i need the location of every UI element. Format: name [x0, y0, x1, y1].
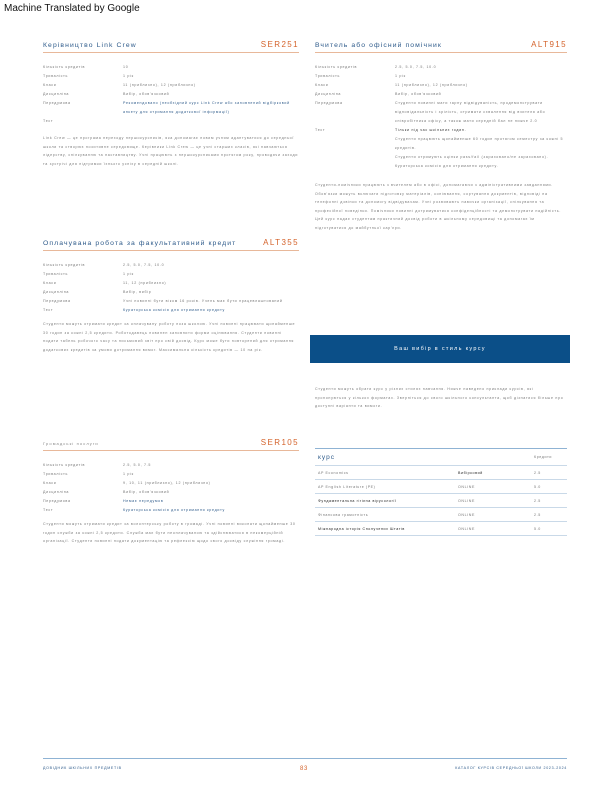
course-fields	[43, 261, 299, 315]
course-link-crew	[43, 40, 299, 168]
field-value: Тільки під час шкільних годин.	[395, 128, 467, 132]
course-field	[315, 63, 567, 72]
course-fields	[43, 63, 299, 126]
table-cell: 2.5	[534, 498, 541, 503]
table-row	[315, 480, 567, 494]
footer-right: КАТАЛОГ КУРСІВ СЕРЕДНЬОЇ ШКОЛИ 2023-2024	[455, 766, 567, 770]
course-title: Оплачувана робота за факультативний кредит	[43, 240, 237, 247]
course-fields	[315, 63, 567, 171]
field-value: 2.5, 5.0, 7.5, 10.0	[123, 263, 165, 267]
course-field	[43, 497, 299, 506]
course-field	[43, 306, 299, 315]
field-label: Дисципліна	[43, 490, 70, 494]
course-code: ALT355	[263, 238, 299, 247]
table-row	[315, 494, 567, 508]
course-header	[315, 40, 567, 53]
footer-left: ДОВІДНИК ШКІЛЬНИХ ПРЕДМЕТІВ	[43, 766, 122, 770]
course-field	[43, 117, 299, 126]
course-field	[43, 488, 299, 497]
course-field	[315, 135, 567, 153]
course-field	[315, 126, 567, 135]
course-community-service	[43, 438, 299, 546]
field-value: 1 рік	[123, 272, 134, 276]
course-field	[315, 153, 567, 162]
field-label: Кількість кредитів	[43, 65, 86, 69]
field-value: Студенти повинні мати гарну відвідуваність, продемонструвати відповідальність і зрілість, отримати схвалення від вчителя або співробітника офісу, а також мати середній бал не нижче 2.0	[395, 101, 546, 123]
field-value: Немає передумов	[123, 499, 164, 503]
field-value: Кураторська комісія для отримання кредиту	[123, 508, 225, 512]
course-description: Link Crew — це програма переходу першокурсників, яка допомагає новим учням адаптуватися до середньої школи та створює позитивне середовище. Керівники Link Crew — це учні старших класів, які навчаються лідерству, спілкуванню та наставництву. Учні працюють з першокурсниками протягом року, проводячи заходи та зустрічі для підтримки їхнього успіху в середній школі.	[43, 136, 299, 166]
course-code: ALT915	[531, 40, 567, 49]
field-label: Тривалість	[315, 74, 341, 78]
page-number: 83	[300, 766, 309, 772]
banner-description: Студенти можуть обрати курс у різних стилях навчання. Нижче наведено приклади курсів, які пропонуються у кількох форматах. Зверніться до свого шкільного консультанта, щоб дізнатися більше про доступні варіанти та вимоги.	[315, 387, 564, 409]
course-field	[43, 90, 299, 99]
field-value: 11 (приблизно), 12 (приблизно)	[123, 83, 196, 87]
field-value: Студенти працюють щонайменше 60 годин протягом семестру за кожні 5 кредитів.	[395, 137, 564, 150]
table-cell: Фундаментальна гігієна вірусології	[318, 498, 397, 503]
field-value: Вибір, обов'язковий	[123, 490, 170, 494]
course-field	[315, 162, 567, 171]
machine-translated-label: Machine Translated by Google	[4, 3, 140, 14]
course-field	[315, 90, 567, 99]
footer-divider	[43, 758, 567, 759]
course-field	[43, 63, 299, 72]
table-row	[315, 522, 567, 536]
course-description: Студенти можуть отримати кредит за оплачувану роботу поза школою. Учні повинні працювати щонайменше 30 годин за кожні 2,5 кредити. Роботодавець повинен заповнити форми оцінювання. Студенти повинні подати табель робочого часу та письмовий звіт про свій досвід. Курс може бути повторений для отримання додаткових кредитів за умови дотримання вимог. Максимальна кількість кредитів — 10 на рік.	[43, 322, 296, 352]
field-label: Дисципліна	[315, 92, 342, 96]
course-field	[43, 461, 299, 470]
field-value: Кураторська комісія для отримання кредиту	[123, 308, 225, 312]
field-label: Кількість кредитів	[43, 263, 86, 267]
course-field	[43, 297, 299, 306]
field-label: Передумова	[43, 499, 71, 503]
field-label	[315, 162, 395, 171]
field-label: Тест	[43, 308, 54, 312]
course-field	[315, 72, 567, 81]
course-field	[43, 279, 299, 288]
course-field	[43, 288, 299, 297]
table-row	[315, 508, 567, 522]
table-cell: ONLINE	[458, 512, 475, 517]
course-field	[43, 261, 299, 270]
course-header	[43, 438, 299, 451]
course-field	[43, 506, 299, 515]
field-value: Студенти отримують оцінки pass/fail (зараховано/не зараховано).	[395, 155, 549, 159]
field-label: Кількість кредитів	[43, 463, 86, 467]
header-credits: Кредити	[534, 455, 552, 459]
table-cell: ONLINE	[458, 526, 475, 531]
table-cell: 5.0	[534, 526, 541, 531]
field-label	[315, 135, 395, 153]
field-label: Тест	[315, 128, 326, 132]
field-value: 1 рік	[123, 472, 134, 476]
field-value	[123, 117, 299, 126]
field-value: 10	[123, 65, 129, 69]
field-label: Тривалість	[43, 472, 69, 476]
table-cell: AP Economics	[318, 470, 349, 475]
course-fields	[43, 461, 299, 515]
field-label: Передумова	[43, 299, 71, 303]
field-label: Тривалість	[43, 272, 69, 276]
field-label: Кількість кредитів	[315, 65, 358, 69]
field-value: Кураторська комісія для отримання кредиту.	[395, 164, 499, 168]
table-cell: ONLINE	[458, 484, 475, 489]
field-label	[315, 153, 395, 162]
field-label: Передумова	[43, 101, 71, 105]
field-value: Вибір, вибір	[123, 290, 152, 294]
course-code: SER251	[260, 40, 299, 49]
table-cell: 5.0	[534, 484, 541, 489]
course-field	[43, 72, 299, 81]
table-body	[315, 466, 567, 536]
course-description: Студенти-помічники працюють з вчителем або в офісі, допомагаючи з адміністративними завданнями. Обов'язки можуть включати підготовку матеріалів, копіювання, сортування документів, відповіді на телефонні дзвінки та допомогу відвідувачам. Учні розвивають навички організації, спілкування та професійної поведінки. Помічники повинні дотримуватися конфіденційності та демонструвати надійність. Цей курс надає студентам практичний досвід роботи в шкільному середовищі та допомагає їм підготуватися до майбутньої кар'єри.	[315, 183, 562, 230]
field-value: 2.5, 5.0, 7.5	[123, 463, 152, 467]
course-field	[315, 81, 567, 90]
field-label: Класи	[315, 83, 329, 87]
field-label: Тест	[43, 119, 54, 123]
table-cell: ONLINE	[458, 498, 475, 503]
field-value: 9, 10, 11 (приблизно), 12 (приблизно)	[123, 481, 211, 485]
course-paid-work	[43, 238, 299, 354]
course-description: Студенти можуть отримати кредит за волонтерську роботу в громаді. Учні повинні виконати щонайменше 30 годин служби за кожні 2,5 кредити. Служба має бути неоплачуваною та здійснюватися в некомерційній організації. Студенти повинні подати документацію та рефлексію щодо свого досвіду служіння громаді.	[43, 522, 296, 544]
field-value: 1 рік	[395, 74, 406, 78]
field-label: Класи	[43, 83, 57, 87]
course-header	[43, 40, 299, 53]
table-header	[315, 449, 567, 466]
field-value: Вибір, обов'язковий	[123, 92, 170, 96]
course-code: SER105	[260, 438, 299, 447]
table-cell: 2.5	[534, 470, 541, 475]
course-header	[43, 238, 299, 251]
table-row	[315, 466, 567, 480]
table-cell: 2.5	[534, 512, 541, 517]
field-label: Тривалість	[43, 74, 69, 78]
field-value: Учні повинні бути віком 16 років. Учень має бути працевлаштований	[123, 299, 283, 303]
field-label: Дисципліна	[43, 92, 70, 96]
banner-description-block	[315, 380, 567, 411]
course-field	[315, 99, 567, 126]
field-value: 11, 12 (приблизно)	[123, 281, 167, 285]
course-teacher-assistant	[315, 40, 567, 233]
course-field	[43, 470, 299, 479]
field-value: 2.5, 5.0, 7.5, 10.0	[395, 65, 437, 69]
course-field	[43, 270, 299, 279]
course-title: Громадські послуги	[43, 441, 99, 446]
course-style-banner	[310, 335, 570, 363]
course-style-table	[315, 448, 567, 536]
course-title: Вчитель або офісний помічник	[315, 42, 442, 49]
field-label: Тест	[43, 508, 54, 512]
field-value: Рекомендовано (необхідний курс Link Crew або заповнений відбірковий анкету для отримання додаткової інформації)	[123, 101, 290, 114]
field-value: 1 рік	[123, 74, 134, 78]
table-cell: Вибірковий	[458, 470, 483, 475]
header-course: курс	[318, 453, 335, 461]
table-cell: Фінансова грамотність	[318, 512, 369, 517]
table-cell: AP English Literature (PE)	[318, 484, 376, 489]
course-field	[43, 479, 299, 488]
field-value: Вибір, обов'язковий	[395, 92, 442, 96]
course-field	[43, 81, 299, 90]
field-label: Дисципліна	[43, 290, 70, 294]
course-field	[43, 99, 299, 117]
table-cell: Міжнародна історія Сполучених Штатів	[318, 526, 405, 531]
course-title: Керівництво Link Crew	[43, 42, 137, 49]
banner-title: Ваш вибір в стиль курсу	[394, 346, 486, 352]
field-label: Класи	[43, 481, 57, 485]
field-value: 11 (приблизно), 12 (приблизно)	[395, 83, 468, 87]
field-label: Класи	[43, 281, 57, 285]
field-label: Передумова	[315, 101, 343, 105]
